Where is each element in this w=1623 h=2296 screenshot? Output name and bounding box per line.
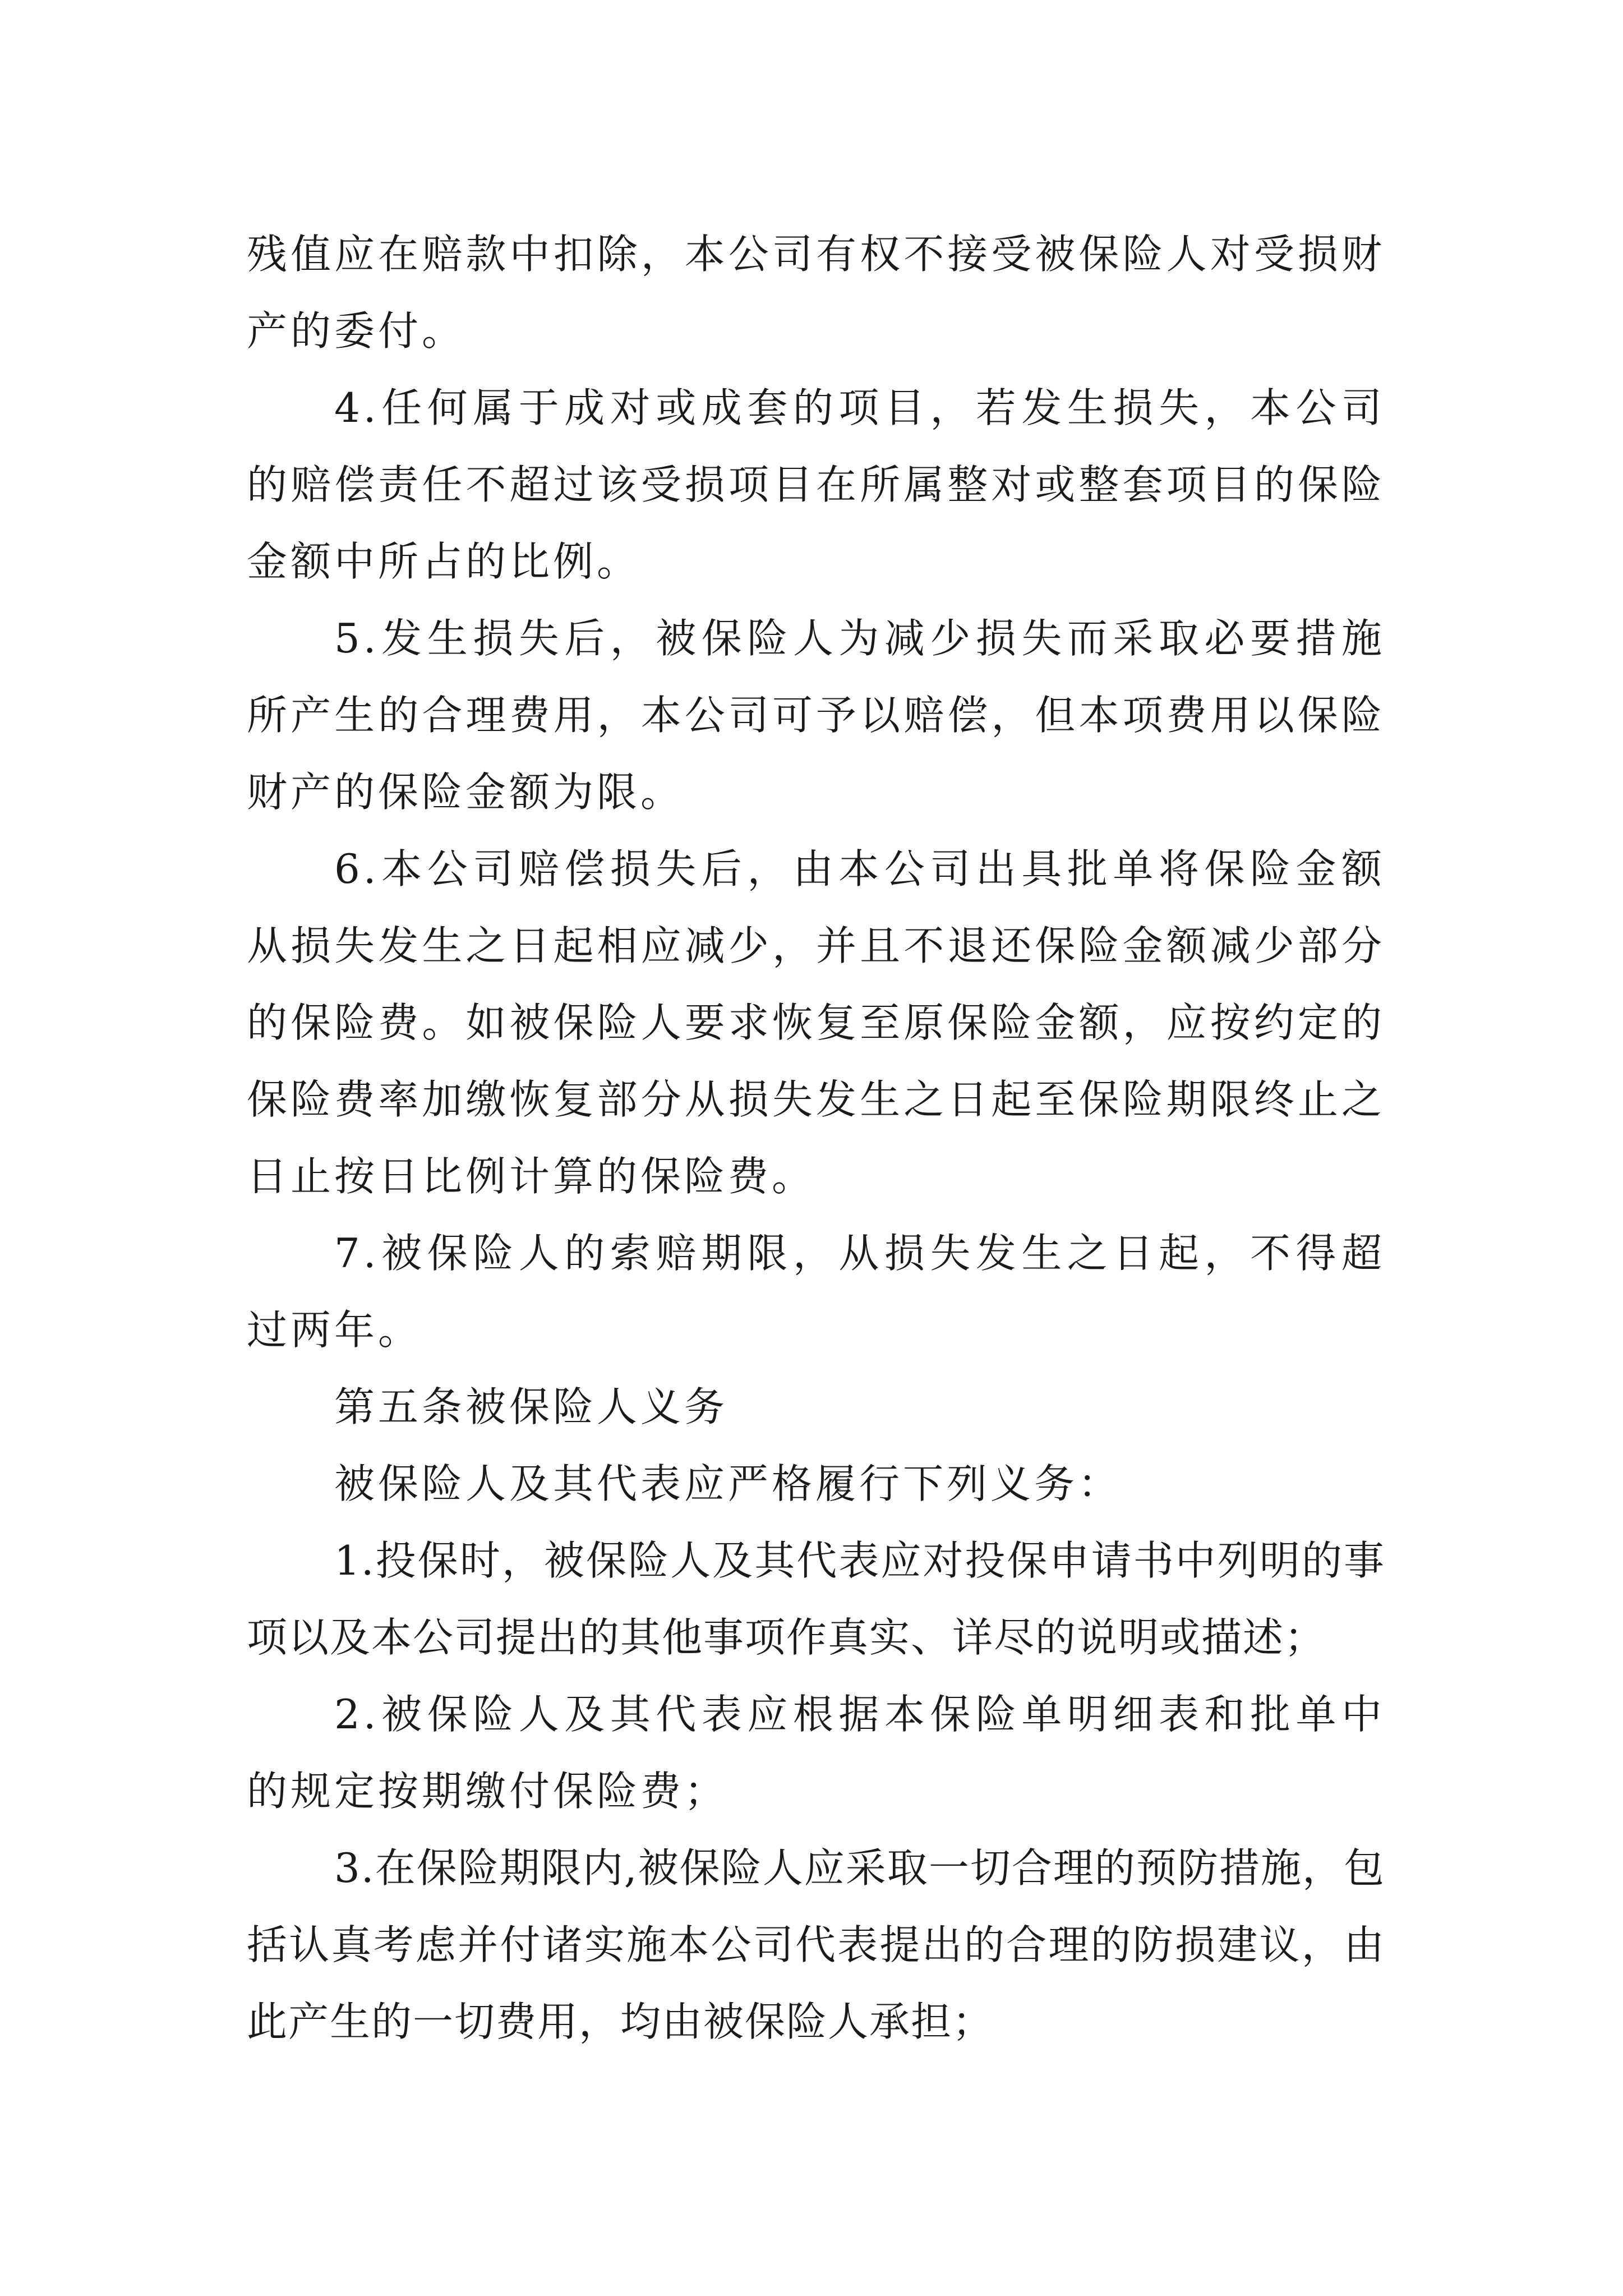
paragraph-obligation-3: 3.在保险期限内,被保险人应采取一切合理的预防措施，包括认真考虑并付诸实施本公司代表提出的合理的防损建议，由此产生的一切费用，均由被保险人承担；	[247, 1844, 1385, 2045]
paragraph-item-5: 5.发生损失后，被保险人为减少损失而采取必要措施所产生的合理费用，本公司可予以赔偿，但本项费用以保险财产的保险金额为限。	[247, 615, 1385, 816]
paragraph-item-6: 6.本公司赔偿损失后，由本公司出具批单将保险金额从损失发生之日起相应减少，并且不退还保险金额减少部分的保险费。如被保险人要求恢复至原保险金额，应按约定的保险费率加缴恢复部分从损失发生之日起至保险期限终止之日止按日比例计算的保险费。	[247, 845, 1385, 1200]
document-page	[247, 216, 1385, 2060]
paragraph-item-7: 7.被保险人的索赔期限，从损失发生之日起，不得超过两年。	[247, 1230, 1385, 1354]
paragraph-item-4: 4.任何属于成对或成套的项目，若发生损失，本公司的赔偿责任不超过该受损项目在所属整对或整套项目的保险金额中所占的比例。	[247, 384, 1385, 585]
paragraph-obligation-1: 1.投保时，被保险人及其代表应对投保申请书中列明的事项以及本公司提出的其他事项作真实、详尽的说明或描述；	[247, 1537, 1385, 1661]
paragraph-continuation: 残值应在赔款中扣除，本公司有权不接受被保险人对受损财产的委付。	[247, 231, 1385, 355]
paragraph-obligation-2: 2.被保险人及其代表应根据本保险单明细表和批单中的规定按期缴付保险费；	[247, 1691, 1385, 1815]
paragraph-obligations-intro: 被保险人及其代表应严格履行下列义务：	[334, 1460, 1122, 1507]
section-heading-article-5: 第五条被保险人义务	[334, 1383, 728, 1430]
